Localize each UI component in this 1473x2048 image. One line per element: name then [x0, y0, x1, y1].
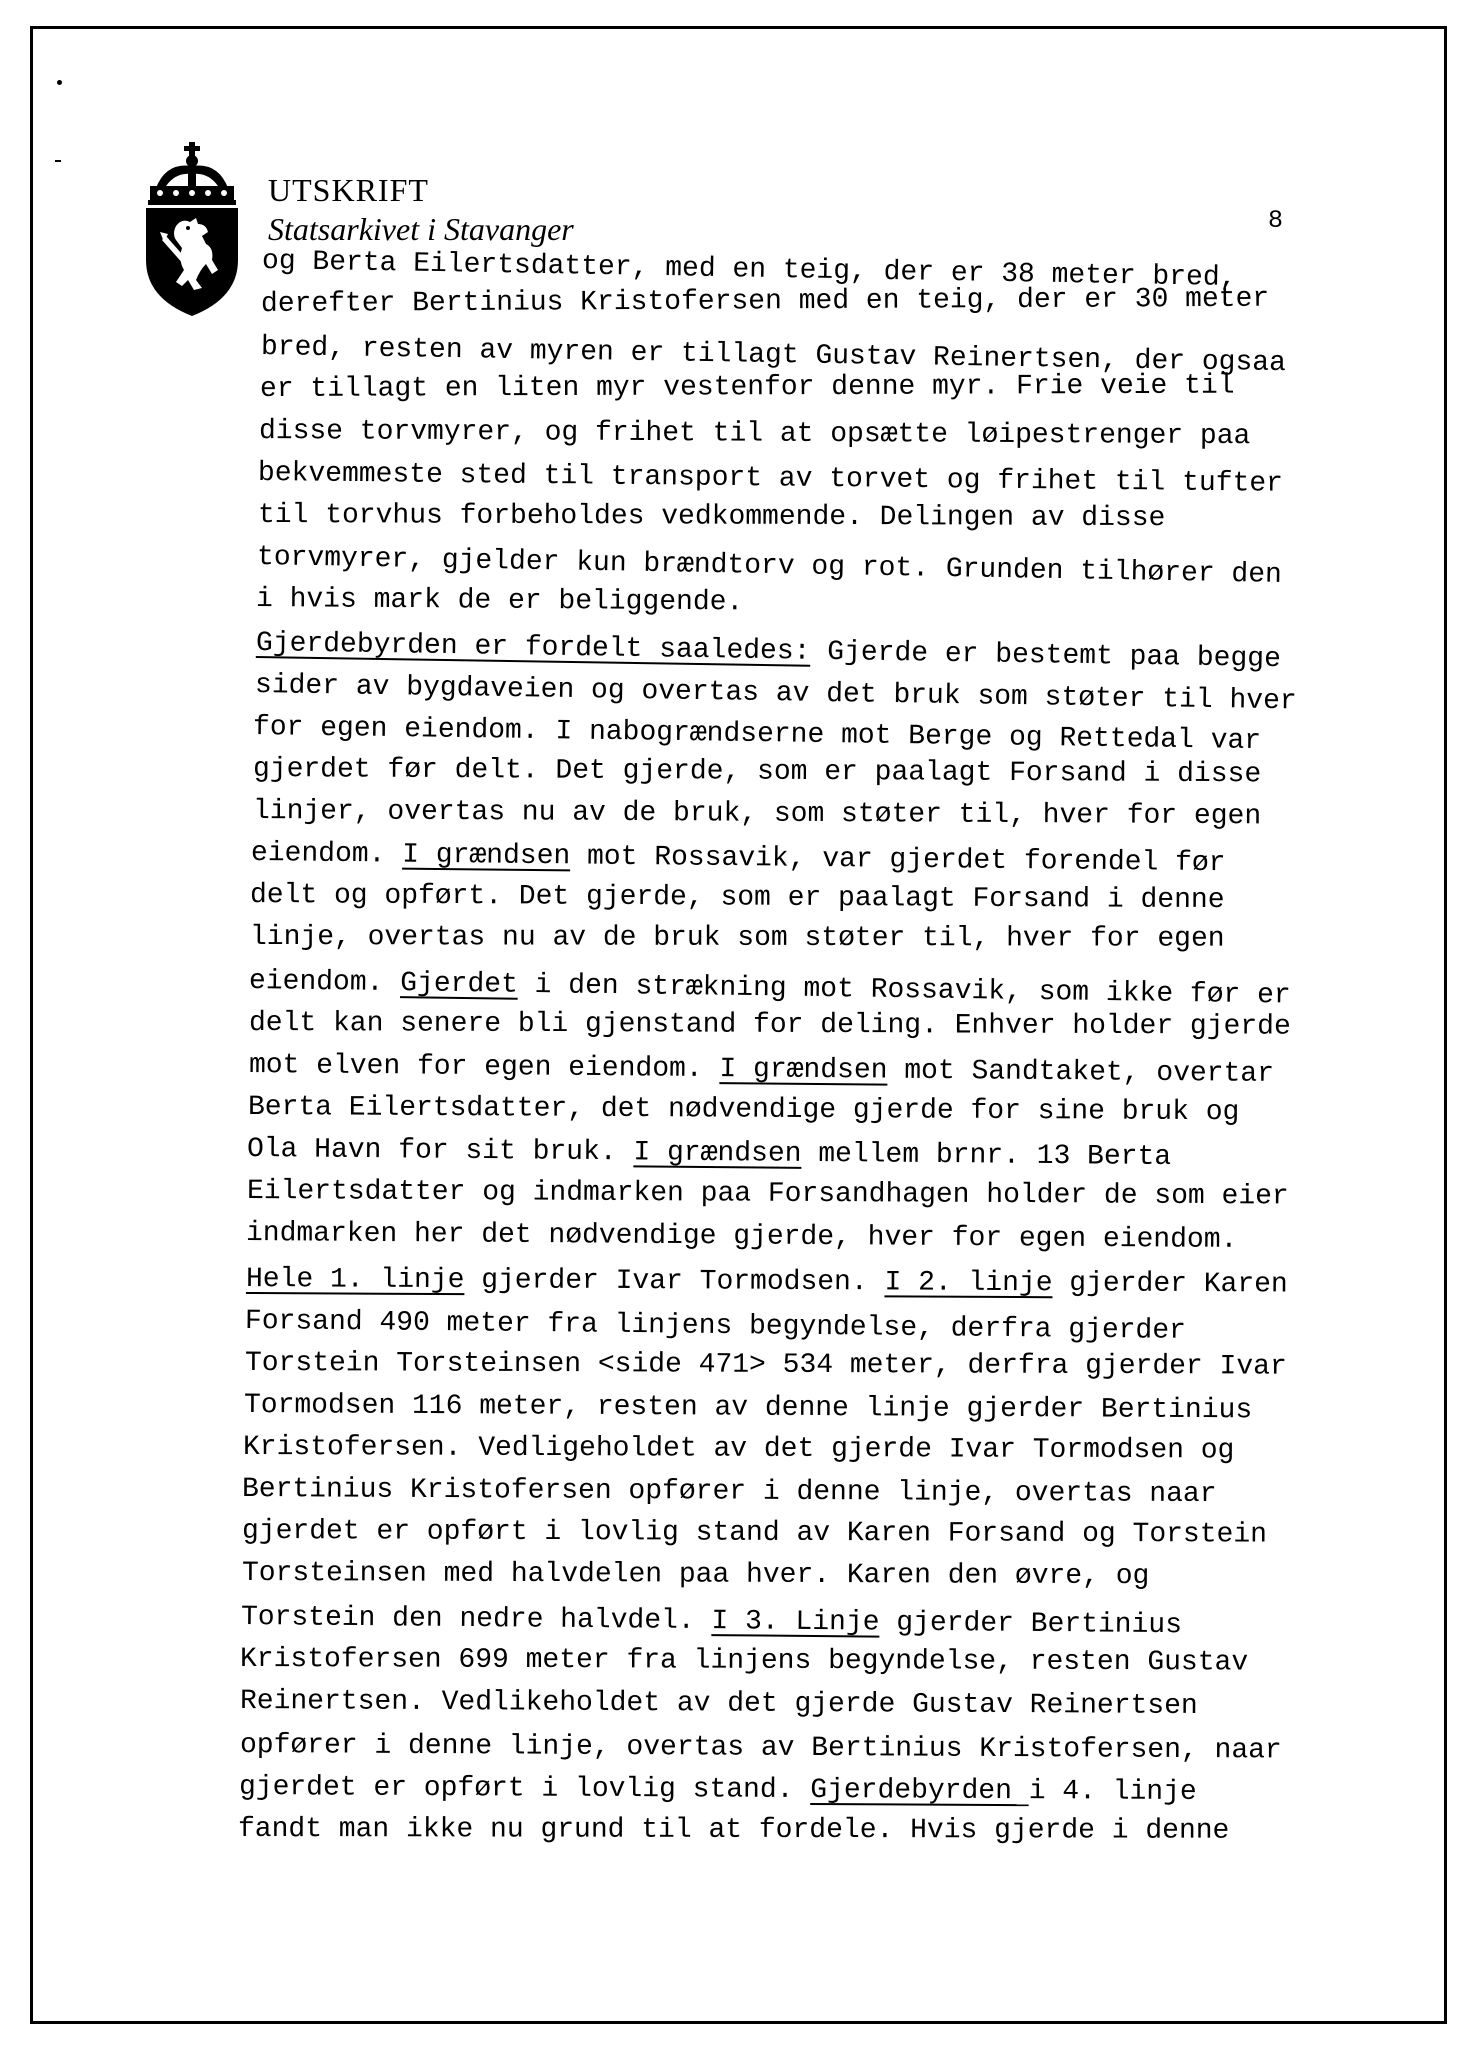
line-text: Ola Havn for sit bruk.	[246, 1134, 634, 1169]
line-text: Eilertsdatter og indmarken paa Forsandhagen holder de som eier	[246, 1176, 1289, 1213]
underlined-phrase: I grændsen	[633, 1137, 802, 1170]
stamp-subtitle: Statsarkivet i Stavanger	[268, 211, 574, 247]
text-line	[255, 672, 1297, 716]
line-text: eiendom.	[248, 966, 401, 1000]
line-text: Gjerde er bestemt paa begge	[810, 636, 1282, 676]
text-line	[240, 1646, 1248, 1678]
line-text: Berta Eilertsdatter, det nødvendige gjerde for sine bruk og	[247, 1092, 1240, 1129]
line-text: mot Rossavik, var gjerdet forendel før	[570, 841, 1226, 880]
underlined-phrase: Gjerdebyrden	[810, 1774, 1029, 1808]
stamp-title: UTSKRIFT	[268, 172, 429, 208]
text-line	[258, 502, 1165, 533]
text-line	[256, 586, 743, 617]
text-line	[259, 418, 1251, 451]
underlined-phrase: I 3. Linje	[711, 1606, 880, 1639]
text-line	[240, 1688, 1198, 1721]
text-line	[253, 714, 1261, 756]
text-line	[247, 1178, 1289, 1211]
line-text: Tormodsen 116 meter, resten av denne linje gjerder Bertinius	[243, 1390, 1253, 1427]
line-text: eiendom.	[250, 838, 403, 871]
text-line	[257, 544, 1282, 590]
line-text: Bertinius Kristofersen opfører i denne linje, overtas naar	[241, 1474, 1217, 1511]
line-text: i hvis mark de er beliggende.	[255, 584, 744, 619]
text-line	[238, 1816, 1229, 1846]
underlined-phrase: I grændsen	[402, 839, 571, 873]
line-text: Forsand 490 meter fra linjens begyndelse, derfra gjerder	[244, 1306, 1187, 1347]
text-line	[253, 798, 1261, 831]
line-text: mot Sandtaket, overtar	[887, 1055, 1275, 1090]
line-text: Torstein Torsteinsen <side 471> 534 meter, derfra gjerder Ivar	[244, 1348, 1287, 1383]
line-text: gjerdet før delt. Det gjerde, som er paalagt Forsand i disse	[252, 754, 1262, 791]
text-line	[243, 1434, 1234, 1465]
text-line	[242, 1518, 1267, 1550]
underlined-phrase: I grændsen	[719, 1054, 888, 1087]
line-text: torvmyrer, gjelder kun brændtorv og rot. Grunden tilhører den	[256, 542, 1283, 591]
underlined-phrase: Gjerdet	[400, 968, 519, 1001]
page-number: 8	[1268, 206, 1284, 235]
line-text: Torstein den nedre halvdel.	[240, 1602, 712, 1638]
line-text: sider av bygdaveien og overtas av det bruk som støter til hver	[254, 670, 1297, 718]
line-text: for egen eiendom. I nabogrændserne mot Berge og Rettedal var	[252, 712, 1262, 758]
line-text: Kristofersen. Vedligeholdet av det gjerde Ivar Tormodsen og	[242, 1432, 1235, 1467]
text-line	[247, 1136, 1171, 1172]
text-line	[245, 1308, 1186, 1346]
text-line	[248, 1094, 1240, 1127]
line-text: i 4. linje	[1028, 1776, 1197, 1809]
line-text: til torvhus forbeholdes vedkommende. Delingen av disse	[257, 500, 1166, 535]
text-line	[240, 1732, 1282, 1765]
text-line	[253, 756, 1261, 789]
text-line	[250, 924, 1225, 954]
text-line	[259, 370, 1235, 405]
line-text: Torsteinsen med halvdelen paa hver. Karen den øvre, og	[241, 1558, 1150, 1593]
line-text: linjer, overtas nu av de bruk, som støter til, hver for egen	[252, 796, 1262, 833]
line-text: fandt man ikke nu grund til at fordele. Hvis gjerde i denne	[237, 1814, 1230, 1847]
text-line	[251, 840, 1226, 878]
text-line	[249, 968, 1291, 1011]
line-text: gjerdet er opført i lovlig stand.	[238, 1772, 811, 1806]
text-line	[256, 630, 1281, 674]
line-text: delt kan senere bli gjenstand for deling. Enhver holder gjerde	[248, 1008, 1291, 1043]
underlined-phrase: Hele 1. linje	[245, 1264, 465, 1297]
line-text: bekvemmeste sted til transport av torvet og frihet til tufter	[257, 458, 1284, 500]
text-line	[246, 1266, 1288, 1299]
line-text: bred, resten av myren er tillagt Gustav Reinertsen, der ogsaa	[260, 332, 1287, 380]
text-line	[260, 283, 1270, 320]
text-line	[241, 1604, 1182, 1640]
line-text: disse torvmyrer, og frihet til at opsætte løipestrenger paa	[258, 416, 1251, 453]
text-line	[239, 1774, 1197, 1807]
line-text: Kristofersen 699 meter fra linjens begyndelse, resten Gustav	[239, 1644, 1249, 1679]
text-line	[242, 1476, 1217, 1509]
line-text: gjerder Ivar Tormodsen.	[464, 1265, 885, 1299]
underlined-phrase: Gjerdebyrden er fordelt saaledes:	[255, 628, 811, 668]
line-text: gjerdet er opført i lovlig stand av Karen Forsand og Torstein	[241, 1516, 1268, 1551]
line-text: Reinertsen. Vedlikeholdet av det gjerde Gustav Reinertsen	[239, 1686, 1198, 1723]
text-line	[244, 1392, 1252, 1425]
text-line	[249, 1052, 1274, 1089]
line-text: indmarken her det nødvendige gjerde, hver for egen eiendom.	[245, 1218, 1238, 1256]
line-text: derefter Bertinius Kristofersen med en teig, der er 30 meter	[260, 283, 1270, 320]
line-text: gjerder Karen	[1052, 1268, 1288, 1301]
line-text: og Berta Eilertsdatter, med en teig, der er 38 meter bred,	[261, 246, 1237, 295]
text-line	[246, 1220, 1238, 1255]
line-text: er tillagt en liten myr vestenfor denne myr. Frie veie til	[259, 370, 1235, 405]
line-text: gjerder Bertinius	[879, 1607, 1183, 1642]
line-text: opfører i denne linje, overtas av Bertinius Kristofersen, naar	[239, 1730, 1282, 1767]
line-text: mot elven for egen eiendom.	[248, 1050, 720, 1086]
line-text: delt og opført. Det gjerde, som er paalagt Forsand i denne	[249, 880, 1225, 917]
text-line	[245, 1350, 1287, 1382]
line-text: mellem brnr. 13 Berta	[801, 1138, 1172, 1174]
text-line	[258, 460, 1283, 499]
line-text: i den strækning mot Rossavik, som ikke før er	[517, 969, 1291, 1012]
underlined-phrase: I 2. linje	[884, 1267, 1053, 1300]
text-line	[249, 1010, 1291, 1042]
line-text: linje, overtas nu av de bruk som støter til, hver for egen	[249, 922, 1225, 955]
text-line	[250, 882, 1225, 915]
text-line	[242, 1560, 1149, 1591]
